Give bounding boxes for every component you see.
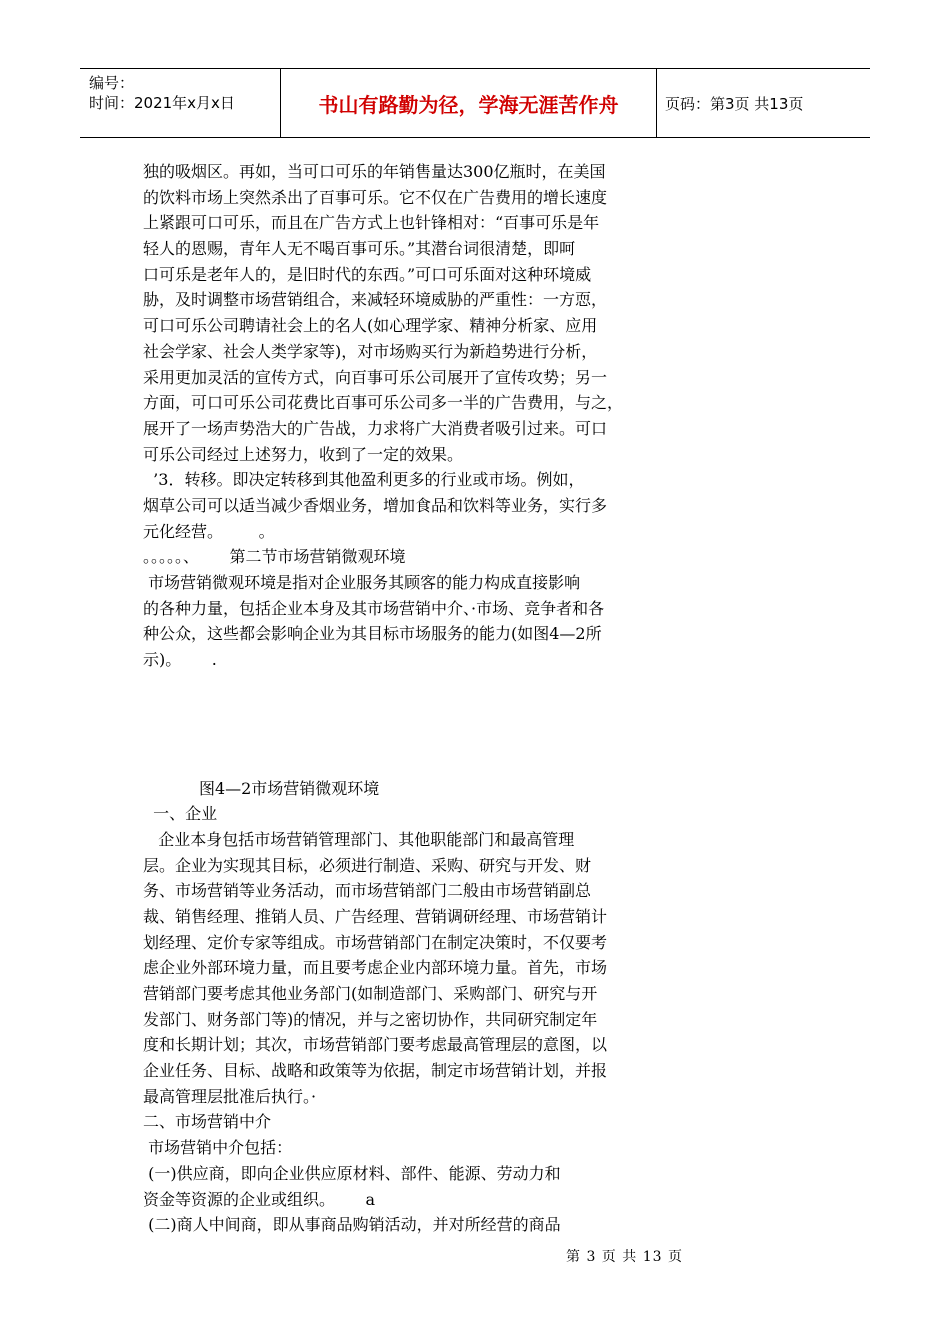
body-line: 上紧跟可口可乐，而且在广告方式上也针锋相对：“百事可乐是年 — [143, 213, 600, 233]
body-line: 企业本身包括市场营销管理部门、其他职能部门和最高管理 — [143, 829, 575, 849]
page-header — [80, 68, 870, 138]
body-line: 营销部门要考虑其他业务部门(如制造部门、采购部门、研究与开 — [143, 984, 598, 1003]
body-line — [143, 724, 643, 750]
header-page-info — [657, 69, 870, 137]
body-line: 发部门、财务部门等)的情况，并与之密切协作，共同研究制定年 — [143, 1009, 598, 1029]
document-body — [143, 159, 643, 1238]
body-line: 展开了一场声势浩大的广告战，力求将广大消费者吸引过来。可口 — [143, 418, 608, 438]
body-line: 市场营销微观环境是指对企业服务其顾客的能力构成直接影响 — [143, 573, 581, 592]
body-line: 的各种力量，包括企业本身及其市场营销中介、·市场、竞争者和各 — [143, 598, 605, 618]
body-line: 企业任务、目标、战略和政策等为依据，制定市场营销计划，并报 — [143, 1061, 608, 1081]
body-line: 层。企业为实现其目标，必须进行制造、采购、研究与开发、财 — [143, 855, 592, 875]
body-line: 二、市场营销中介 — [143, 1112, 272, 1132]
header-meta — [80, 69, 281, 137]
body-line: 独的吸烟区。再如，当可口可乐的年销售量达300亿瓶时，在美国 — [143, 162, 606, 181]
body-line — [143, 698, 643, 724]
body-line: 可乐公司经过上述努力，收到了一定的效果。 — [143, 444, 464, 464]
body-line: (二)商人中间商，即从事商品购销活动，并对所经营的商品 — [143, 1215, 561, 1235]
body-line: 虑企业外部环境力量，而且要考虑企业内部环境力量。首先，市场 — [143, 958, 608, 978]
header-page-number: 页码：第3页 共13页 — [665, 94, 804, 113]
body-line: ’3．转移。即决定转移到其他盈利更多的行业或市场。例如， — [143, 470, 585, 490]
body-line — [143, 750, 643, 776]
body-line: 胁，及时调整市场营销组合，来减轻环境威胁的严重性：一方恧， — [143, 290, 608, 310]
body-line: 种公众，这些都会影响企业为其目标市场服务的能力(如图4—2所 — [143, 624, 602, 644]
header-motto: 书山有路勤为径，学海无涯苦作舟 — [281, 69, 657, 137]
body-line: 资金等资源的企业或组织。 a — [143, 1189, 376, 1209]
body-line: 口可乐是老年人的，是旧时代的东西。”可口可乐面对这种环境威 — [143, 264, 592, 284]
body-line: 烟草公司可以适当减少香烟业务，增加食品和饮料等业务，实行多 — [143, 495, 608, 515]
body-line: 。。。。。、 第二节市场营销微观环境 — [143, 547, 406, 567]
body-line: 一、企业 — [143, 804, 218, 824]
body-line: 采用更加灵活的宣传方式，向百事可乐公司展开了宣传攻势；另一 — [143, 367, 608, 387]
page-footer: 第 3 页 共 13 页 — [566, 1249, 683, 1265]
body-line: 最高管理层批准后执行。· — [143, 1086, 317, 1106]
body-line: 的饮料市场上突然杀出了百事可乐。它不仅在广告费用的增长速度 — [143, 187, 608, 207]
body-line: 划经理、定价专家等组成。市场营销部门在制定决策时，不仅要考 — [143, 932, 608, 952]
body-line: 市场营销中介包括： — [143, 1138, 293, 1158]
body-line: 度和长期计划；其次，市场营销部门要考虑最高管理层的意图，以 — [143, 1035, 608, 1055]
document-number-label: 编号： — [89, 74, 135, 92]
body-line — [143, 673, 643, 699]
document-date-label: 时间：2021年x月x日 — [89, 94, 235, 112]
body-line: 图4—2市场营销微观环境 — [143, 778, 380, 798]
body-line: 轻人的恩赐，青年人无不喝百事可乐。”其潜台词很清楚，即呵 — [143, 239, 576, 259]
body-line: 社会学家、社会人类学家等)，对市场购买行为新趋势进行分析， — [143, 341, 598, 361]
body-line: (一)供应商，即向企业供应原材料、部件、能源、劳动力和 — [143, 1163, 561, 1183]
body-line: 可口可乐公司聘请社会上的名人(如心理学家、精神分析家、应用 — [143, 316, 598, 336]
body-line: 裁、销售经理、推销人员、广告经理、营销调研经理、市场营销计 — [143, 906, 608, 926]
body-line: 方面，可口可乐公司花费比百事可乐公司多一半的广告费用，与之， — [143, 393, 624, 413]
body-line: 示)。 . — [143, 650, 217, 670]
body-line: 务、市场营销等业务活动，而市场营销部门二般由市场营销副总 — [143, 881, 592, 901]
body-line: 元化经营。 。 — [143, 521, 275, 541]
